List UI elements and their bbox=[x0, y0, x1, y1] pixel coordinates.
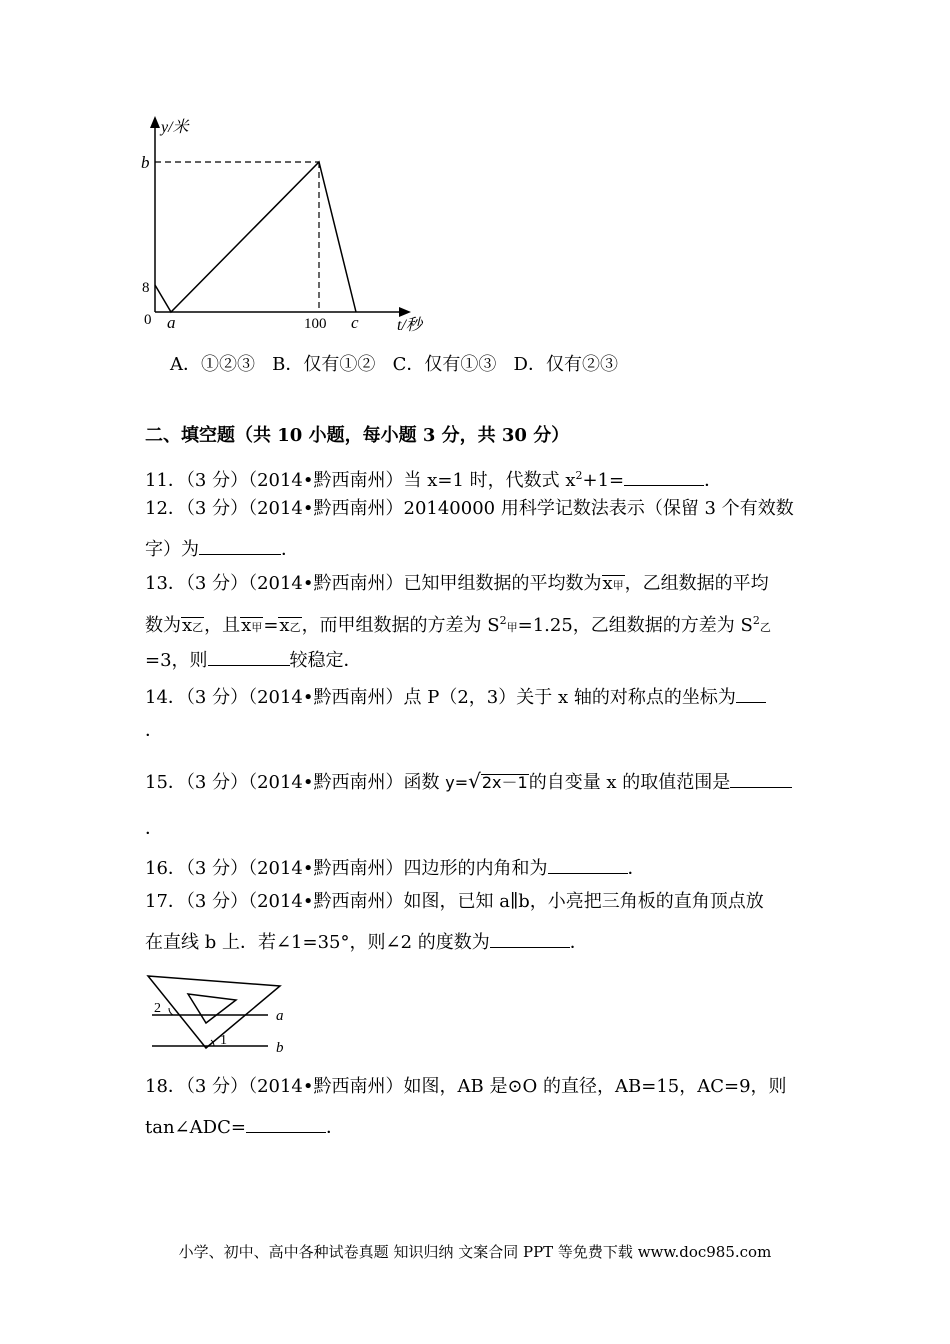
x-axis-label: t/秒 bbox=[397, 317, 422, 334]
sqrt-symbol: √ bbox=[468, 769, 481, 793]
question-15-line-1: 15．（3 分）（2014•黔西南州）函数 y=√2x－1的自变量 x 的取值范围是 bbox=[145, 769, 792, 794]
question-13-line-3: =3，则 较稳定． bbox=[145, 647, 362, 672]
answer-blank-14[interactable] bbox=[736, 684, 766, 703]
label-0: 0 bbox=[144, 312, 152, 328]
option-b[interactable]: B．仅有①② bbox=[272, 354, 376, 375]
distance-time-graph bbox=[135, 112, 435, 337]
question-18-line-2: tan∠ADC= ． bbox=[145, 1114, 344, 1139]
angle-2-arc bbox=[169, 1008, 173, 1015]
label-a: a bbox=[167, 313, 176, 332]
answer-blank-18[interactable] bbox=[246, 1114, 326, 1133]
y-axis-label: y/米 bbox=[161, 119, 189, 136]
label-8: 8 bbox=[142, 280, 150, 296]
question-14-line-1: 14．（3 分）（2014•黔西南州）点 P（2，3）关于 x 轴的对称点的坐标为 bbox=[145, 684, 766, 709]
answer-blank-15[interactable] bbox=[730, 769, 792, 788]
option-a[interactable]: A．①②③ bbox=[170, 354, 255, 375]
question-16: 16．（3 分）（2014•黔西南州）四边形的内角和为 ． bbox=[145, 855, 646, 880]
option-d[interactable]: D．仅有②③ bbox=[513, 354, 618, 375]
label-100: 100 bbox=[304, 316, 327, 332]
question-13-line-1: 13．（3 分）（2014•黔西南州）已知甲组数据的平均数为x甲，乙组数据的平均 bbox=[145, 573, 769, 594]
figure-label-b: b bbox=[276, 1040, 284, 1056]
answer-blank-13[interactable] bbox=[208, 647, 290, 666]
figure-label-a: a bbox=[276, 1008, 284, 1024]
question-12-line-2: 字）为 ． bbox=[145, 536, 299, 561]
inner-triangle bbox=[188, 994, 236, 1023]
figure-label-1: 1 bbox=[220, 1033, 227, 1048]
question-12-line-1: 12．（3 分）（2014•黔西南州）20140000 用科学记数法表示（保留 3 个有效数 bbox=[145, 498, 794, 519]
x-axis-arrow bbox=[399, 307, 411, 317]
answer-blank-12[interactable] bbox=[199, 536, 281, 555]
section-title: 二、填空题（共 10 小题，每小题 3 分，共 30 分） bbox=[145, 425, 570, 446]
option-c[interactable]: C．仅有①③ bbox=[392, 354, 497, 375]
page-footer: 小学、初中、高中各种试卷真题 知识归纳 文案合同 PPT 等免费下载 www.doc985.com bbox=[178, 1243, 772, 1261]
answer-options bbox=[170, 354, 618, 376]
label-c: c bbox=[351, 313, 359, 332]
y-axis-arrow bbox=[150, 116, 160, 128]
outer-triangle bbox=[148, 976, 280, 1048]
question-14-line-2: ． bbox=[145, 720, 163, 741]
question-17-line-1: 17．（3 分）（2014•黔西南州）如图，已知 a∥b，小亮把三角板的直角顶点放 bbox=[145, 891, 764, 912]
answer-blank-11[interactable] bbox=[624, 467, 704, 486]
question-11: 11．（3 分）（2014•黔西南州）当 x=1 时，代数式 $x^2+1=$ ． bbox=[145, 469, 723, 491]
triangle-ruler-figure bbox=[140, 968, 300, 1060]
label-b: b bbox=[141, 153, 150, 172]
distance-curve bbox=[155, 162, 356, 312]
answer-blank-17[interactable] bbox=[490, 929, 570, 948]
question-15-line-2: ． bbox=[145, 818, 163, 839]
answer-blank-16[interactable] bbox=[548, 855, 628, 874]
question-17-line-2: 在直线 b 上．若∠1=35°，则∠2 的度数为 ． bbox=[145, 929, 588, 954]
question-18-line-1: 18．（3 分）（2014•黔西南州）如图，AB 是⊙O 的直径，AB=15，AC=9，则 bbox=[145, 1076, 787, 1097]
figure-label-2: 2 bbox=[154, 1001, 161, 1016]
question-13-line-2: 数为x乙，且x甲=x乙，而甲组数据的方差为 $S^2$甲=1.25，乙组数据的方差为 $S^2$乙 bbox=[145, 614, 771, 636]
